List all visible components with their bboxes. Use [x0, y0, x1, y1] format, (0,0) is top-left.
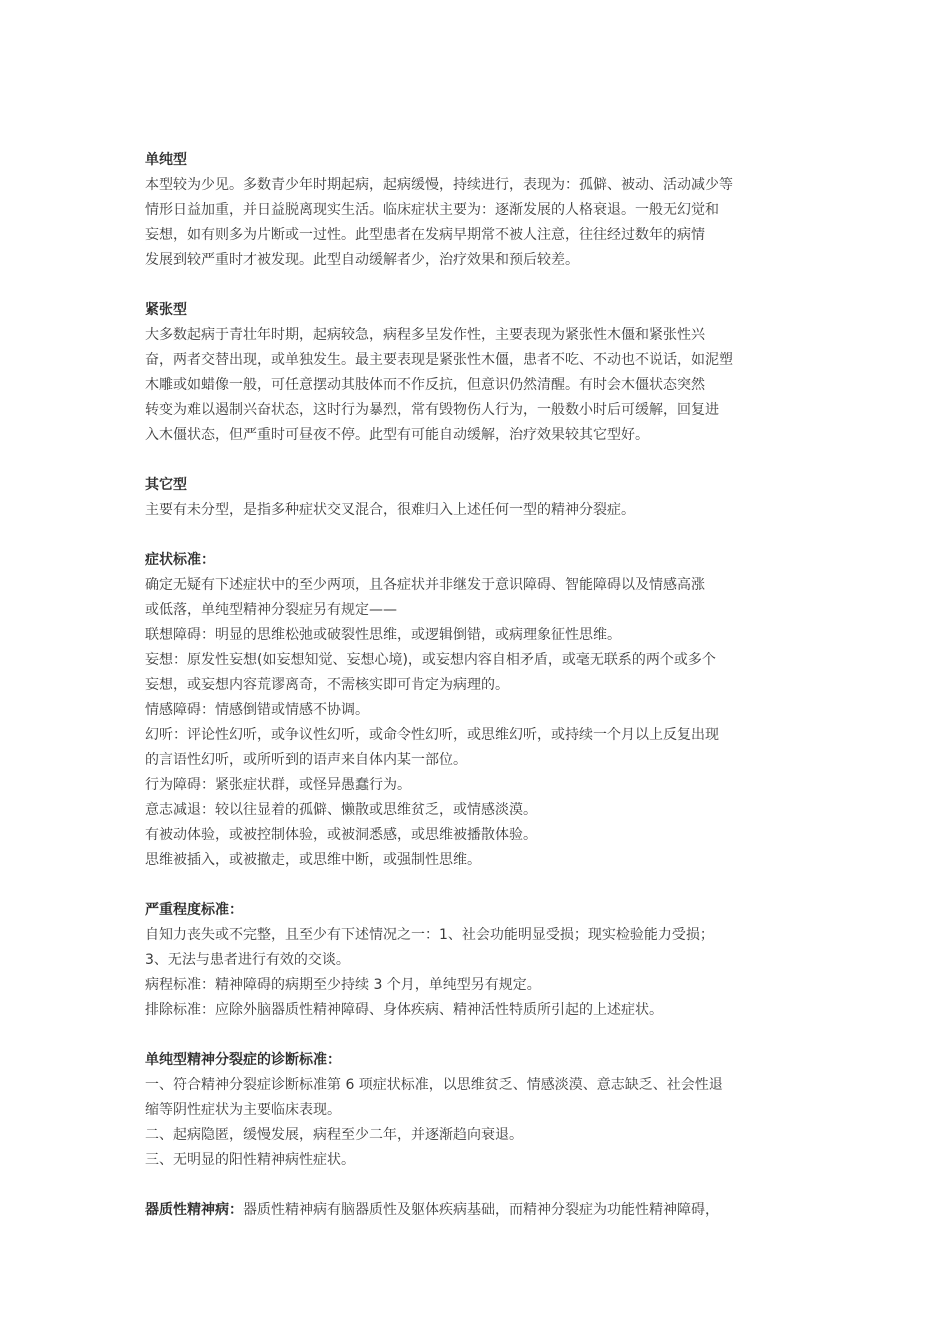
- section-catatonic-type: [145, 298, 815, 448]
- paragraph-line: 二、起病隐匿，缓慢发展，病程至少二年，并逐渐趋向衰退。: [145, 1127, 523, 1143]
- section-organic-psychosis: [145, 1198, 815, 1223]
- section-other-type: [145, 473, 815, 523]
- paragraph-line: 确定无疑有下述症状中的至少两项，且各症状并非继发于意识障碍、智能障碍以及情感高涨: [145, 577, 705, 593]
- paragraph-line: 病程标准：精神障碍的病期至少持续 3 个月，单纯型另有规定。: [145, 977, 541, 993]
- paragraph-line: 一、符合精神分裂症诊断标准第 6 项症状标准，以思维贫乏、情感淡漠、意志缺乏、社会性退: [145, 1077, 723, 1093]
- paragraph-line: 有被动体验，或被控制体验，或被洞悉感，或思维被播散体验。: [145, 827, 537, 843]
- paragraph-line: 转变为难以遏制兴奋状态，这时行为暴烈，常有毁物伤人行为，一般数小时后可缓解，回复进: [145, 402, 719, 418]
- paragraph-line: 联想障碍：明显的思维松弛或破裂性思维，或逻辑倒错，或病理象征性思维。: [145, 627, 621, 643]
- section-heading: 其它型: [145, 477, 187, 493]
- paragraph-line: 行为障碍：紧张症状群，或怪异愚蠢行为。: [145, 777, 411, 793]
- section-symptom-criteria: [145, 548, 815, 873]
- paragraph-line: 的言语性幻听，或所听到的语声来自体内某一部位。: [145, 752, 467, 768]
- section-severity-criteria: [145, 898, 815, 1023]
- paragraph-line: 排除标准：应除外脑器质性精神障碍、身体疾病、精神活性特质所引起的上述症状。: [145, 1002, 663, 1018]
- paragraph-line: 情形日益加重，并日益脱离现实生活。临床症状主要为：逐渐发展的人格衰退。一般无幻觉和: [145, 202, 719, 218]
- paragraph-line: 木雕或如蜡像一般，可任意摆动其肢体而不作反抗，但意识仍然清醒。有时会木僵状态突然: [145, 377, 705, 393]
- paragraph-line: 主要有未分型，是指多种症状交叉混合，很难归入上述任何一型的精神分裂症。: [145, 502, 635, 518]
- section-heading: 紧张型: [145, 302, 187, 318]
- paragraph-line: 或低落，单纯型精神分裂症另有规定——: [145, 602, 397, 618]
- paragraph-line: 发展到较严重时才被发现。此型自动缓解者少，治疗效果和预后较差。: [145, 252, 579, 268]
- paragraph-line: 缩等阴性症状为主要临床表现。: [145, 1102, 341, 1118]
- paragraph-line: 本型较为少见。多数青少年时期起病，起病缓慢，持续进行，表现为：孤僻、被动、活动减少等: [145, 177, 733, 193]
- section-simple-diagnosis-criteria: [145, 1048, 815, 1173]
- paragraph-line: 妄想：原发性妄想(如妄想知觉、妄想心境)，或妄想内容自相矛盾，或毫无联系的两个或多个: [145, 652, 716, 668]
- inline-text: 器质性精神病有脑器质性及躯体疾病基础，而精神分裂症为功能性精神障碍，: [243, 1202, 719, 1218]
- inline-heading: 器质性精神病：: [145, 1202, 243, 1218]
- paragraph-line: 意志减退：较以往显着的孤僻、懒散或思维贫乏，或情感淡漠。: [145, 802, 537, 818]
- paragraph-line: 自知力丧失或不完整，且至少有下述情况之一：1、社会功能明显受损；现实检验能力受损；: [145, 927, 714, 943]
- section-heading: 症状标准：: [145, 552, 215, 568]
- section-heading: 严重程度标准：: [145, 902, 243, 918]
- paragraph-line: 思维被插入，或被撤走，或思维中断，或强制性思维。: [145, 852, 481, 868]
- paragraph-line: 妄想，或妄想内容荒谬离奇，不需核实即可肯定为病理的。: [145, 677, 509, 693]
- paragraph-line: 入木僵状态，但严重时可昼夜不停。此型有可能自动缓解，治疗效果较其它型好。: [145, 427, 649, 443]
- paragraph-line: 妄想，如有则多为片断或一过性。此型患者在发病早期常不被人注意，往往经过数年的病情: [145, 227, 705, 243]
- section-heading: 单纯型精神分裂症的诊断标准：: [145, 1052, 341, 1068]
- paragraph-line: 大多数起病于青壮年时期，起病较急，病程多呈发作性，主要表现为紧张性木僵和紧张性兴: [145, 327, 705, 343]
- paragraph-line: 奋，两者交替出现，或单独发生。最主要表现是紧张性木僵，患者不吃、不动也不说话，如泥塑: [145, 352, 733, 368]
- paragraph-line: 三、无明显的阳性精神病性症状。: [145, 1152, 355, 1168]
- section-simple-type: [145, 148, 815, 273]
- paragraph-line: 幻听：评论性幻听，或争议性幻听，或命令性幻听，或思维幻听，或持续一个月以上反复出现: [145, 727, 719, 743]
- paragraph-line: 3、无法与患者进行有效的交谈。: [145, 952, 350, 968]
- paragraph-line: 情感障碍：情感倒错或情感不协调。: [145, 702, 369, 718]
- section-heading: 单纯型: [145, 152, 187, 168]
- document-page: [145, 148, 815, 1248]
- paragraph-line: [145, 1198, 815, 1223]
